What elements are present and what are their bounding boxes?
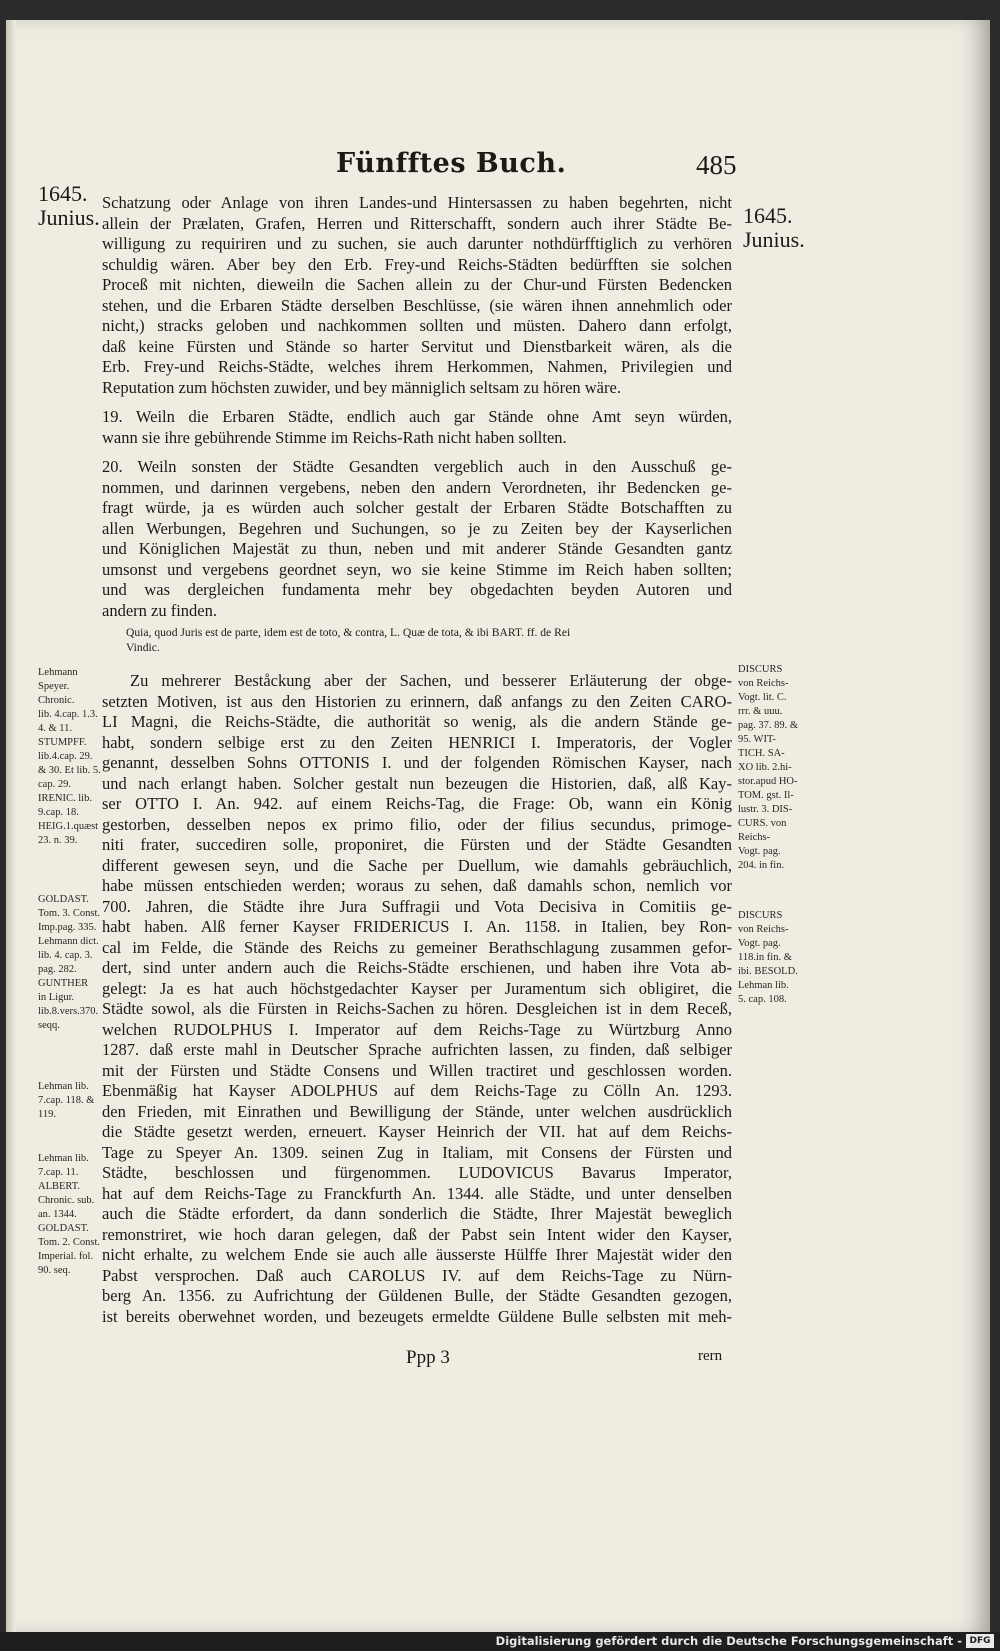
margin-line: TOM. gst. Il- bbox=[738, 790, 794, 801]
margin-line: ALBERT. bbox=[38, 1181, 81, 1192]
margin-line: 119. bbox=[38, 1109, 56, 1120]
text-line: hat auf dem Reichs-Tage zu Franckfurth An. 1344. alle Städte, und unter denselben bbox=[102, 1183, 732, 1203]
date-month: Junius. bbox=[743, 227, 805, 252]
text-line: mit der Fürsten und Städte Consens und Willen tractiret und geschlossen worden. bbox=[102, 1060, 732, 1080]
text-line: Pabst versprochen. Daß auch CAROLUS IV. auf dem Reichs-Tage zu Nürn- bbox=[102, 1265, 732, 1285]
margin-line: lustr. 3. DIS- bbox=[738, 804, 793, 815]
text-line: Proceß mit nichten, dieweiln die Sachen allein zu der Chur-und Fürsten Bedencken bbox=[102, 275, 732, 294]
margin-line: lib.8.vers.370. bbox=[38, 1006, 99, 1017]
text-line: nicht erhalte, zu welchem Ende sie auch alle äusserste Hülffe Ihrer Majestät wider den bbox=[102, 1245, 732, 1264]
margin-line: Vogt. pag. bbox=[738, 846, 781, 857]
margin-line: Chronic. sub. bbox=[38, 1195, 95, 1206]
text-line: allen Werbungen, Begehren und Suchungen, so je zu Zeiten bey der Kayserlichen bbox=[102, 518, 732, 538]
footer-bar bbox=[0, 1632, 1000, 1651]
margin-line: Tom. 3. Const. bbox=[38, 908, 100, 919]
margin-line: Speyer. bbox=[38, 681, 70, 692]
text-line: auch die Städte erfordert, da dann sonderlich die Städte, Ihrer Majestät beweglich bbox=[102, 1204, 732, 1223]
date-year: 1645. bbox=[743, 203, 793, 228]
margin-note-right bbox=[738, 663, 816, 873]
margin-line: GOLDAST. bbox=[38, 894, 89, 905]
text-line: Erb. Frey-und Reichs-Städte, welches ihrem Herkommen, Nahmen, Privilegien und bbox=[102, 357, 732, 376]
margin-line: 4. & 11. bbox=[38, 723, 73, 734]
margin-line: STUMPFF. bbox=[38, 737, 87, 748]
margin-line: pag. 282. bbox=[38, 964, 77, 975]
footer-credit: Digitalisierung gefördert durch die Deutsche Forschungsgemeinschaft - bbox=[495, 1634, 962, 1648]
text-line: habt, sondern selbige erst zu den Zeiten HENRICI I. Imperatoris, der Vogler bbox=[102, 732, 732, 752]
margin-line: 7.cap. 118. & bbox=[38, 1095, 95, 1106]
margin-line: 23. n. 39. bbox=[38, 835, 78, 846]
margin-note-right bbox=[738, 909, 816, 1007]
text-line: gelegt: Ja es hat auch höchstgedachter Kayser per Juramentum sich obligiret, die bbox=[102, 978, 732, 998]
text-line: niti frater, succediren solle, proponiret, die Fürsten und der Städte Gesandten bbox=[102, 835, 732, 854]
margin-line: CURS. von bbox=[738, 818, 787, 829]
text-line: habt haben. Alß ferner Kayser FRIDERICUS I. An. 1158. in Italien, bey Ron- bbox=[102, 917, 732, 936]
margin-line: 5. cap. 108. bbox=[738, 994, 787, 1005]
margin-line: DISCURS bbox=[738, 910, 783, 921]
margin-line: & 30. Et lib. 5. bbox=[38, 765, 101, 776]
date-year: 1645. bbox=[38, 181, 88, 206]
text-line: gestorben, desselben nepos ex primo filio, oder der filius secundus, primoge- bbox=[102, 814, 732, 834]
text-line: cal im Felde, die Stände des Reichs zu gemeiner Berathschlagung zusammen gefor- bbox=[102, 937, 732, 957]
text-line: 20. Weiln sonsten der Städte Gesandten vergeblich auch in den Ausschuß ge- bbox=[102, 457, 732, 476]
margin-note-left bbox=[38, 893, 106, 1033]
margin-line: lib. 4. cap. 3. bbox=[38, 950, 93, 961]
margin-line: an. 1344. bbox=[38, 1209, 77, 1220]
margin-line: rrr. & uuu. bbox=[738, 706, 783, 717]
text-line: setzten Motiven, ist aus den Historien zu erinnern, daß anfangs zu den Zeiten CARO- bbox=[102, 691, 732, 711]
text-line: die Städte gesetzt werden, erneuert. Kayser Heinrich der VII. hat auf dem Reichs- bbox=[102, 1122, 732, 1141]
margin-note-left bbox=[38, 1152, 106, 1278]
note-line: Quia, quod Juris est de parte, idem est de toto, & contra, L. Quæ de tota, & ibi BART. ff. de Rei bbox=[126, 626, 571, 639]
text-line: welchen RUDOLPHUS I. Imperator auf dem Reichs-Tage zu Würtzburg Anno bbox=[102, 1019, 732, 1039]
margin-line: Lehmann bbox=[38, 667, 78, 678]
text-line: Städte, beschlossen und fürgenommen. LUDOVICUS Bavarus Imperator, bbox=[102, 1163, 732, 1182]
book-page bbox=[6, 20, 990, 1632]
dfg-logo: DFG bbox=[966, 1634, 994, 1648]
page-number: 485 bbox=[696, 150, 737, 180]
text-line: 1287. daß erste mahl in Deutscher Sprache aufrichten lassen, zu finden, daß selbiger bbox=[102, 1040, 732, 1059]
date-month: Junius. bbox=[38, 205, 100, 230]
margin-line: XO lib. 2.hi- bbox=[738, 762, 792, 773]
margin-line: pag. 37. 89. & bbox=[738, 720, 799, 731]
margin-note-left bbox=[38, 1080, 106, 1122]
text-line: schuldig wären. Aber bey den Erb. Frey-und Reichs-Städten bedürfften sie solchen bbox=[102, 254, 732, 274]
margin-line: DISCURS bbox=[738, 664, 783, 675]
margin-line: GUNTHER bbox=[38, 978, 89, 989]
margin-line: 90. seq. bbox=[38, 1265, 71, 1276]
margin-line: Lehman lib. bbox=[738, 980, 789, 991]
text-line: habe müssen entschieden werden; woraus zu sehen, daß damahls schon, nemlich vor bbox=[102, 876, 732, 895]
text-line: Ebenmäßig hat Kayser ADOLPHUS auf dem Reichs-Tage zu Cölln An. 1293. bbox=[102, 1081, 732, 1100]
margin-line: seqq. bbox=[38, 1020, 60, 1031]
signature-mark: Ppp 3 bbox=[406, 1347, 450, 1368]
margin-line: Chronic. bbox=[38, 695, 75, 706]
text-line: allein der Prælaten, Grafen, Herren und Ritterschafft, sondern auch ihrer Städte Be- bbox=[102, 213, 732, 233]
text-line: remonstriret, wie hoch daran gelegen, daß der Pabst sein Intent wider den Kayser, bbox=[102, 1224, 732, 1244]
margin-line: stor.apud HO- bbox=[738, 776, 798, 787]
margin-line: von Reichs- bbox=[738, 924, 789, 935]
margin-line: Vogt. lit. C. bbox=[738, 692, 787, 703]
paragraph-main bbox=[102, 671, 732, 1327]
text-line: willigung zu requiriren und zu suchen, sie auch darunter nothdürfftiglich zu verhören bbox=[102, 234, 732, 253]
text-line: Städte sowol, als die Fürsten in Reichs-Sachen zu hören. Desgleichen ist in dem Receß, bbox=[102, 999, 732, 1018]
text-line: ser OTTO I. An. 942. auf einem Reichs-Tag, die Frage: Ob, wann ein König bbox=[102, 794, 732, 813]
margin-line: 118.in fin. & bbox=[738, 952, 792, 963]
margin-line: HEIG.1.quæst bbox=[38, 821, 99, 832]
margin-line: IRENIC. lib. bbox=[38, 793, 92, 804]
margin-line: lib.4.cap. 29. bbox=[38, 751, 93, 762]
margin-line: lib. 4.cap. 1.3. bbox=[38, 709, 98, 720]
margin-line: Lehman lib. bbox=[38, 1081, 89, 1092]
text-line: Reputation zum höchsten zuwider, und bey männiglich seltsam zu hören wäre. bbox=[102, 377, 621, 397]
paragraph-19 bbox=[102, 407, 732, 448]
paragraph-20 bbox=[102, 457, 732, 621]
running-title: Fünfftes Buch. bbox=[336, 148, 567, 179]
text-line: Zu mehrerer Beståckung aber der Sachen, und besserer Erläuterung der obge- bbox=[130, 671, 732, 690]
text-line: daß keine Fürsten und Stände so harter Servitut und Dienstbarkeit wären, als die bbox=[102, 336, 732, 356]
text-line: wann sie ihre gebührende Stimme im Reichs-Rath nicht haben sollten. bbox=[102, 427, 567, 447]
margin-line: Vogt. pag. bbox=[738, 938, 781, 949]
margin-line: GOLDAST. bbox=[38, 1223, 89, 1234]
main-text-block bbox=[102, 193, 732, 1327]
margin-line: 204. in fin. bbox=[738, 860, 785, 871]
text-line: nicht,) stracks geloben und nachkommen sollten und müsten. Dahero dann erfolgt, bbox=[102, 316, 732, 335]
margin-line: TICH. SA- bbox=[738, 748, 785, 759]
text-line: andern zu finden. bbox=[102, 600, 217, 620]
text-line: dert, sind unter andern auch die Reichs-Städte erschienen, und haben ihre Vota ab- bbox=[102, 958, 732, 977]
date-marginal-right bbox=[743, 204, 805, 252]
margin-line: 7.cap. 11. bbox=[38, 1167, 79, 1178]
text-line: und was dergleichen fundamenta mehr bey obgedachten beyden Autoren und bbox=[102, 580, 732, 599]
note-line: Vindic. bbox=[126, 641, 160, 654]
margin-line: Lehman lib. bbox=[38, 1153, 89, 1164]
margin-line: Tom. 2. Const. bbox=[38, 1237, 100, 1248]
text-line: stehen, und die Erbaren Städte derselben Beschlüsse, (sie wären ihnen annehmlich oder bbox=[102, 295, 732, 315]
latin-note bbox=[102, 625, 732, 655]
text-line: 700. Jahren, die Städte ihre Jura Suffragii und Vota Decisiva in Comitiis ge- bbox=[102, 896, 732, 916]
text-line: und nach erlangt haben. Solcher gestalt nun bezeugen die Historien, daß, alß Kay- bbox=[102, 773, 732, 793]
margin-line: Lehmann dict. bbox=[38, 936, 99, 947]
text-line: und Königlichen Majestät zu thun, neben und mit anderer Stände Gesandten gantz bbox=[102, 539, 732, 558]
page-header bbox=[6, 138, 990, 178]
text-line: umsonst und vergebens geordnet seyn, wo sie keine Stimme im Reich haben sollten; bbox=[102, 559, 732, 579]
margin-line: 9.cap. 18. bbox=[38, 807, 79, 818]
margin-line: cap. 29. bbox=[38, 779, 71, 790]
text-line: berg An. 1356. zu Aufrichtung der Güldenen Bulle, der Städte Gesandten gezogen, bbox=[102, 1286, 732, 1305]
text-line: Tage zu Speyer An. 1309. seinen Zug in Italiam, mit Consens der Fürsten und bbox=[102, 1142, 732, 1162]
text-line: Schatzung oder Anlage von ihren Landes-und Hintersassen zu haben begehrten, nicht bbox=[102, 193, 732, 212]
text-line: nommen, und darinnen vergebens, neben den andern Verordneten, ihr Bedencken ge- bbox=[102, 477, 732, 497]
margin-line: Imp.pag. 335. bbox=[38, 922, 97, 933]
text-line: ist bereits oberwehnet worden, und bezeugets ermeldte Güldene Bulle selbsten mit meh- bbox=[102, 1306, 732, 1326]
text-line: fragt würde, ja es würden auch solcher gestalt der Erbaren Städte Botschafften zu bbox=[102, 498, 732, 517]
margin-line: 95. WIT- bbox=[738, 734, 776, 745]
text-line: den Frieden, mit Einrathen und Bewilligung der Stände, unter welchen ausdrücklich bbox=[102, 1101, 732, 1121]
date-marginal-left bbox=[38, 182, 100, 230]
text-line: different gewesen seyn, und die Sache per Duellum, wie damahls gebräuchlich, bbox=[102, 855, 732, 875]
margin-line: ibi. BESOLD. bbox=[738, 966, 798, 977]
text-line: 19. Weiln die Erbaren Städte, endlich auch gar Stände ohne Amt seyn würden, bbox=[102, 407, 732, 426]
text-line: genannt, desselben Sohns OTTONIS I. und der folgenden Römischen Kayser, nach bbox=[102, 753, 732, 772]
paragraph-continued bbox=[102, 193, 732, 398]
margin-line: Reichs- bbox=[738, 832, 771, 843]
margin-note-left bbox=[38, 666, 106, 848]
margin-line: Imperial. fol. bbox=[38, 1251, 94, 1262]
margin-line: in Ligur. bbox=[38, 992, 75, 1003]
catchword: rern bbox=[698, 1348, 723, 1364]
text-line: LI Magni, die Reichs-Städte, die authorität so wenig, als die andern Stände ge- bbox=[102, 712, 732, 731]
margin-line: von Reichs- bbox=[738, 678, 789, 689]
